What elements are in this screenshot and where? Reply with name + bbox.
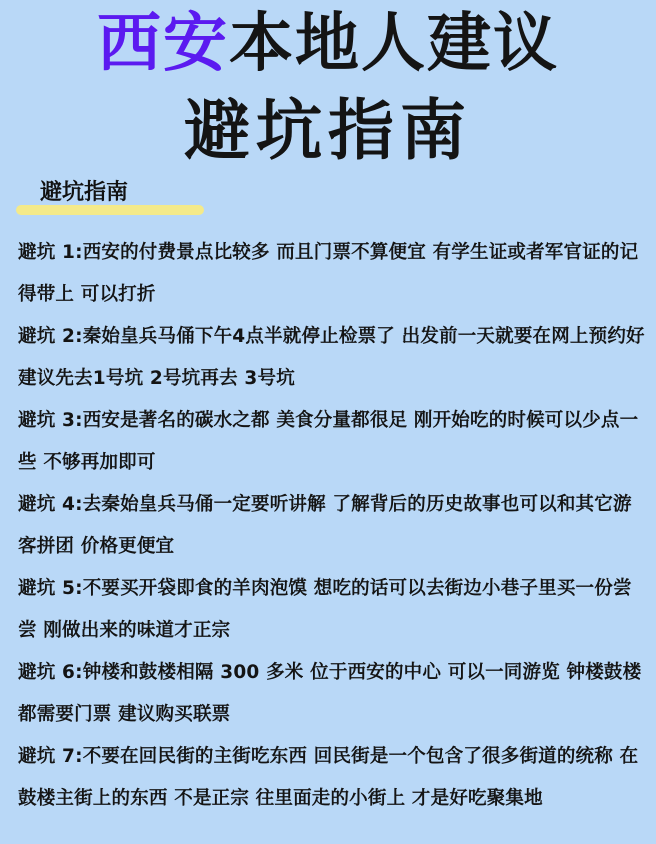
tip-item: 避坑 7:不要在回民街的主街吃东西 回民街是一个包含了很多街道的统称 在鼓楼主街上的东西 不是正宗 往里面走的小街上 才是好吃聚集地 <box>18 746 639 809</box>
tip-item: 避坑 2:秦始皇兵马俑下午4点半就停止检票了 出发前一天就要在网上预约好 建议先去1号坑 2号坑再去 3号坑 <box>18 326 645 389</box>
tips-list <box>18 232 648 820</box>
title-accent: 西安 <box>97 7 229 81</box>
tip-item: 避坑 6:钟楼和鼓楼相隔 300 多米 位于西安的中心 可以一同游览 钟楼鼓楼都需要门票 建议购买联票 <box>18 662 642 725</box>
section-title: 避坑指南 <box>40 180 129 205</box>
tip-item: 避坑 4:去秦始皇兵马俑一定要听讲解 了解背后的历史故事也可以和其它游客拼团 价格更便宜 <box>18 494 632 557</box>
page-subtitle: 避坑指南 <box>184 92 472 169</box>
tip-item: 避坑 3:西安是著名的碳水之都 美食分量都很足 刚开始吃的时候可以少点一些 不够再加即可 <box>18 410 639 473</box>
section-title-highlight <box>16 205 204 215</box>
title-rest: 本地人建议 <box>229 7 559 81</box>
tip-item: 避坑 5:不要买开袋即食的羊肉泡馍 想吃的话可以去街边小巷子里买一份尝尝 刚做出来的味道才正宗 <box>18 578 632 641</box>
page-title <box>0 7 656 81</box>
tip-item: 避坑 1:西安的付费景点比较多 而且门票不算便宜 有学生证或者军官证的记得带上 可以打折 <box>18 242 639 305</box>
